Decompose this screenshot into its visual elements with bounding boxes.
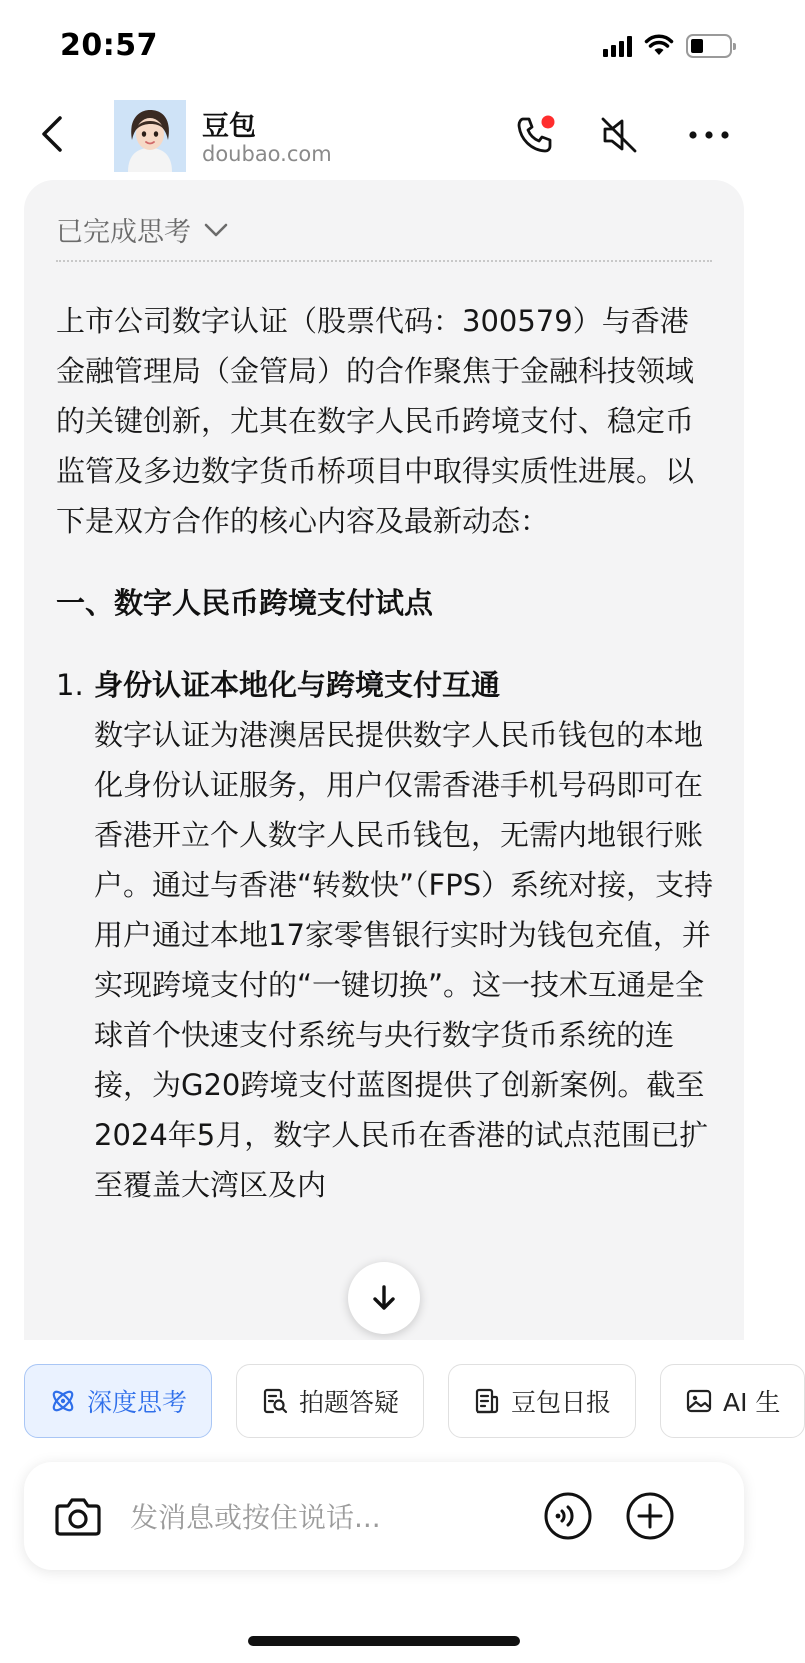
thinking-label: 已完成思考 [56, 217, 191, 248]
speaker-mute-icon [597, 113, 641, 157]
list-item-number: 1. [56, 668, 84, 702]
atom-icon [49, 1387, 77, 1415]
assistant-message-card [24, 180, 744, 1340]
chip-daily-news[interactable] [448, 1364, 636, 1438]
chevron-down-icon [203, 222, 229, 238]
list-item-text: 数字认证为港澳居民提供数字人民币钱包的本地化身份认证服务，用户仅需香港手机号码即可在香港开立个人数字人民币钱包，无需内地银行账户。通过与香港“转数快”（FPS）系统对接，支持用户通过本地17家零售银行实时为钱包充值，并实现跨境支付的“一键切换”。这一技术互通是全球首个快速支付系统与央行数字货币系统的连接，为G20跨境支付蓝图提供了创新案例。截至2024年5月，数字人民币在香港的试点范围已扩至覆盖大湾区及内 [94, 718, 714, 1202]
image-icon [685, 1387, 713, 1415]
thinking-toggle[interactable] [56, 210, 229, 249]
avatar-illustration [114, 100, 186, 172]
more-options-button[interactable] [686, 112, 732, 158]
list-item [56, 660, 716, 1210]
phone-icon [513, 113, 557, 157]
chip-photo-question[interactable] [236, 1364, 424, 1438]
voice-input-button[interactable] [542, 1490, 594, 1542]
chip-label: 拍题答疑 [299, 1388, 400, 1417]
thinking-divider [56, 260, 712, 262]
bot-avatar[interactable] [114, 100, 186, 172]
list-item-body [94, 660, 716, 1210]
message-input[interactable]: 发消息或按住说话... [130, 1501, 381, 1534]
more-dots-icon [687, 129, 731, 141]
cellular-signal-icon [603, 35, 632, 57]
news-icon [473, 1387, 501, 1415]
camera-button[interactable] [52, 1490, 104, 1542]
quick-action-chips [0, 1340, 781, 1450]
chip-deep-thinking[interactable] [24, 1364, 212, 1438]
bot-domain: doubao.com [202, 142, 332, 166]
voice-wave-icon [543, 1491, 593, 1541]
intro-paragraph: 上市公司数字认证（股票代码：300579）与香港金融管理局（金管局）的合作聚焦于金融科技领域的关键创新，尤其在数字人民币跨境支付、稳定币监管及多边数字货币桥项目中取得实质性进展。以下是双方合作的核心内容及最新动态： [56, 304, 695, 538]
back-button[interactable] [28, 110, 76, 158]
chip-label: AI 生 [723, 1388, 781, 1417]
photo-search-icon [261, 1387, 289, 1415]
chevron-left-icon [38, 114, 66, 154]
list-item-title: 身份认证本地化与跨境支付互通 [94, 668, 501, 702]
add-attachment-button[interactable] [624, 1490, 676, 1542]
status-time: 20:57 [60, 28, 158, 63]
status-icons [603, 34, 732, 58]
status-bar [0, 0, 768, 96]
message-content [56, 296, 716, 1210]
plus-circle-icon [625, 1491, 675, 1541]
wifi-icon [644, 34, 674, 58]
bot-name: 豆包 [202, 111, 256, 142]
scroll-to-bottom-button[interactable] [348, 1262, 420, 1334]
message-input-bar [24, 1462, 744, 1570]
chip-label: 豆包日报 [511, 1388, 612, 1417]
chip-ai-image[interactable] [660, 1364, 805, 1438]
chip-label: 深度思考 [87, 1388, 188, 1417]
camera-icon [54, 1494, 102, 1538]
section-heading: 一、数字人民币跨境支付试点 [56, 586, 434, 620]
voice-call-button[interactable] [512, 112, 558, 158]
arrow-down-icon [369, 1283, 399, 1313]
home-indicator [248, 1636, 520, 1646]
mute-speaker-button[interactable] [596, 112, 642, 158]
chat-header [0, 96, 768, 182]
battery-icon [686, 34, 732, 58]
